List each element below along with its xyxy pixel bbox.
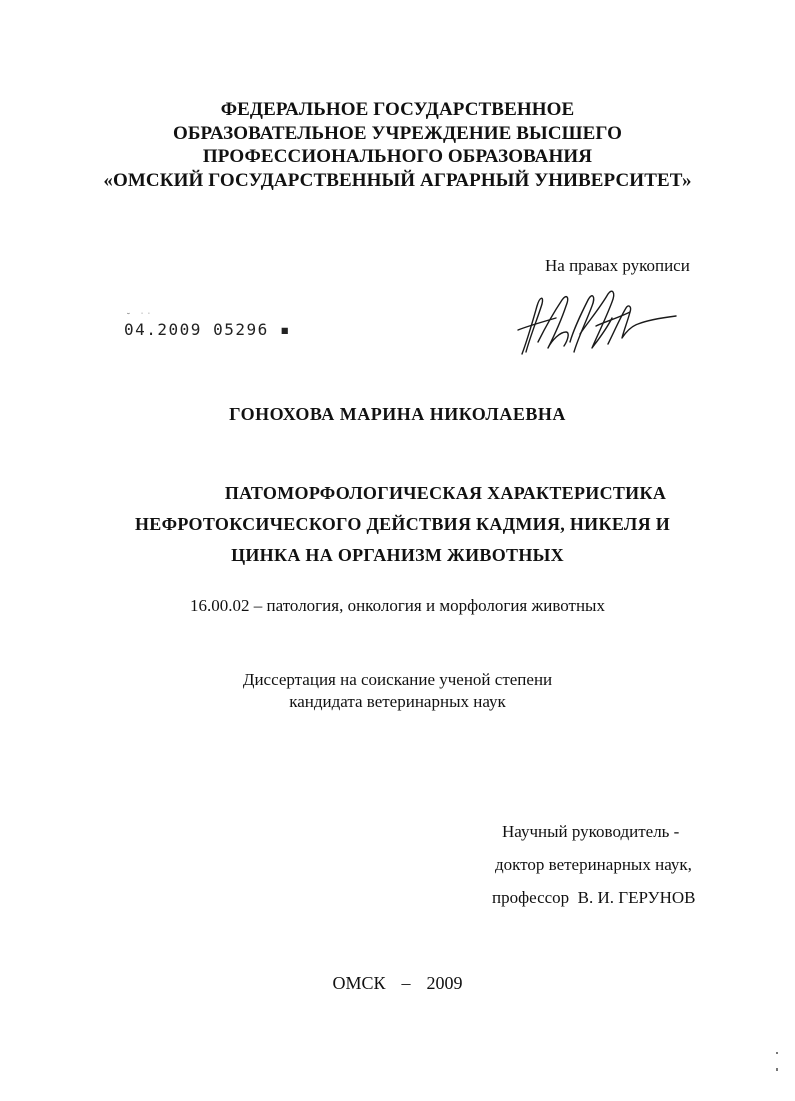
degree-line: Диссертация на соискание ученой степени [242,670,553,689]
city: ОМСК [332,973,386,993]
scientific-supervisor [480,815,695,914]
supervisor-line: доктор ветеринарных наук, [495,855,692,874]
supervisor-line: Научный руководитель - [502,822,680,841]
degree-line: кандидата ветеринарных наук [289,692,506,711]
dissertation-title [0,478,795,571]
title-line: ПАТОМОРФОЛОГИЧЕСКАЯ ХАРАКТЕРИСТИКА [224,483,667,503]
scan-speck [776,1068,778,1071]
institution-name [0,98,795,192]
city-year [0,973,795,994]
degree-statement [0,669,795,713]
institution-line: ОБРАЗОВАТЕЛЬНОЕ УЧРЕЖДЕНИЕ ВЫСШЕГО [173,122,622,144]
scan-speck [776,1052,778,1054]
handwritten-signature [508,282,683,362]
author-name: ГОНОХОВА МАРИНА НИКОЛАЕВНА [229,404,566,424]
inventory-dot: ▪ [279,320,292,339]
institution-line: «ОМСКИЙ ГОСУДАРСТВЕННЫЙ АГРАРНЫЙ УНИВЕРСИТЕТ» [103,169,692,191]
year: 2009 [426,973,463,993]
specialty-code: 16.00.02 – патология, онкология и морфология животных [190,596,605,615]
institution-line: ФЕДЕРАЛЬНОЕ ГОСУДАРСТВЕННОЕ [220,99,575,120]
manuscript-note: На правах рукописи [545,256,690,275]
inventory-marks: ˘ ˙˙ [126,312,154,321]
inventory-number: 04.2009 05296 [124,320,269,339]
title-line: ЦИНКА НА ОРГАНИЗМ ЖИВОТНЫХ [231,545,564,565]
institution-line: ПРОФЕССИОНАЛЬНОГО ОБРАЗОВАНИЯ [202,146,593,167]
title-line: НЕФРОТОКСИЧЕСКОГО ДЕЙСТВИЯ КАДМИЯ, НИКЕЛЯ И [134,514,670,534]
dash: – [401,973,411,993]
inventory-stamp [124,312,292,339]
supervisor-line: профессор В. И. ГЕРУНОВ [492,888,696,907]
